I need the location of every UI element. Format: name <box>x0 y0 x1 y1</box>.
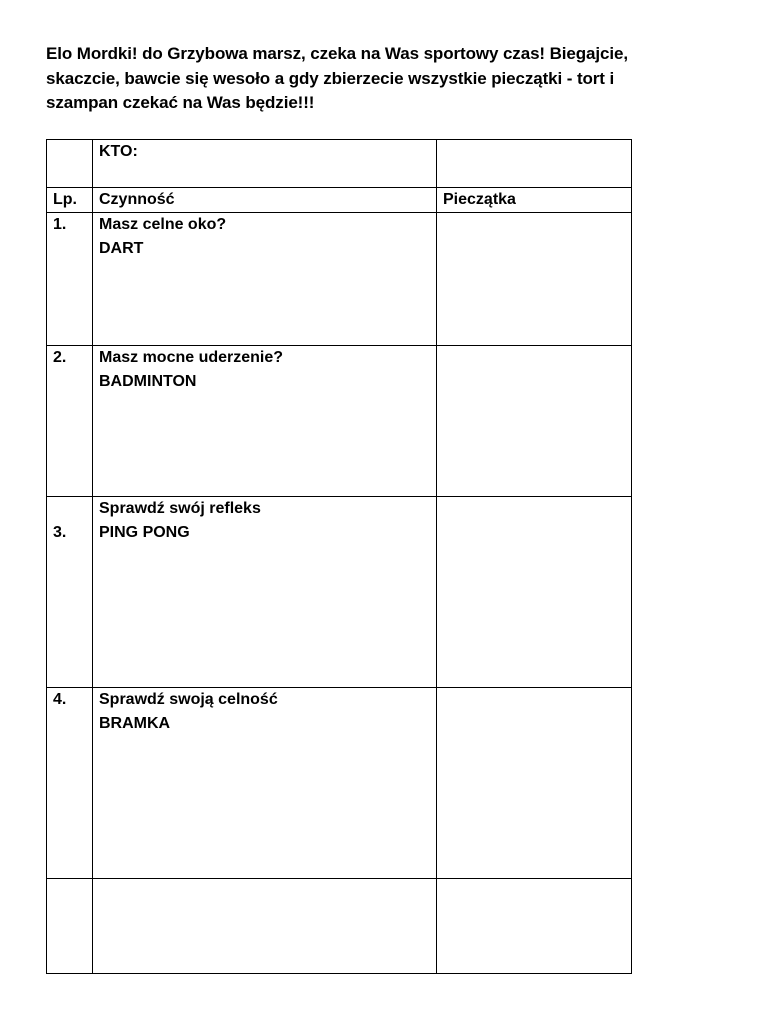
row-lp-number: 3. <box>53 524 67 541</box>
activity-station: DART <box>99 240 144 257</box>
table-row <box>47 497 632 688</box>
row-lp: 1. <box>47 213 93 346</box>
row-activity <box>93 213 437 346</box>
row-lp-empty <box>47 879 93 974</box>
activity-question: Masz mocne uderzenie? <box>99 349 284 366</box>
activity-station: PING PONG <box>99 524 190 541</box>
stamp-cell-empty[interactable] <box>437 879 632 974</box>
table-row <box>47 346 632 497</box>
stamp-cell[interactable] <box>437 497 632 688</box>
stamp-card-table <box>46 139 632 974</box>
header-stamp: Pieczątka <box>437 188 632 213</box>
table-row-kto <box>47 140 632 188</box>
row-activity <box>93 688 437 879</box>
activity-question: Sprawdź swoją celność <box>99 691 278 708</box>
row-lp <box>47 497 93 688</box>
kto-lp-cell <box>47 140 93 188</box>
kto-label-cell <box>93 140 437 188</box>
row-activity <box>93 497 437 688</box>
intro-text <box>46 42 736 116</box>
row-lp: 2. <box>47 346 93 497</box>
stamp-cell[interactable] <box>437 213 632 346</box>
activity-question: Masz celne oko? <box>99 216 227 233</box>
activity-station: BADMINTON <box>99 373 197 390</box>
table-row <box>47 213 632 346</box>
kto-label: KTO: <box>99 143 138 160</box>
header-activity: Czynność <box>93 188 437 213</box>
intro-line-1: Elo Mordki! do Grzybowa marsz, czeka na Was sportowy czas! Biegajcie, <box>46 44 628 63</box>
table-row-empty <box>47 879 632 974</box>
stamp-cell[interactable] <box>437 688 632 879</box>
table-header-row <box>47 188 632 213</box>
intro-line-2: skaczcie, bawcie się wesoło a gdy zbierzecie wszystkie pieczątki - tort i <box>46 68 615 88</box>
table-row <box>47 688 632 879</box>
activity-station: BRAMKA <box>99 715 171 732</box>
stamp-cell[interactable] <box>437 346 632 497</box>
intro-line-3: szampan czekać na Was będzie!!! <box>46 93 315 112</box>
header-lp: Lp. <box>47 188 93 213</box>
row-lp: 4. <box>47 688 93 879</box>
row-activity <box>93 346 437 497</box>
activity-question: Sprawdź swój refleks <box>99 500 261 517</box>
kto-name-field[interactable] <box>437 140 632 188</box>
row-activity-empty <box>93 879 437 974</box>
